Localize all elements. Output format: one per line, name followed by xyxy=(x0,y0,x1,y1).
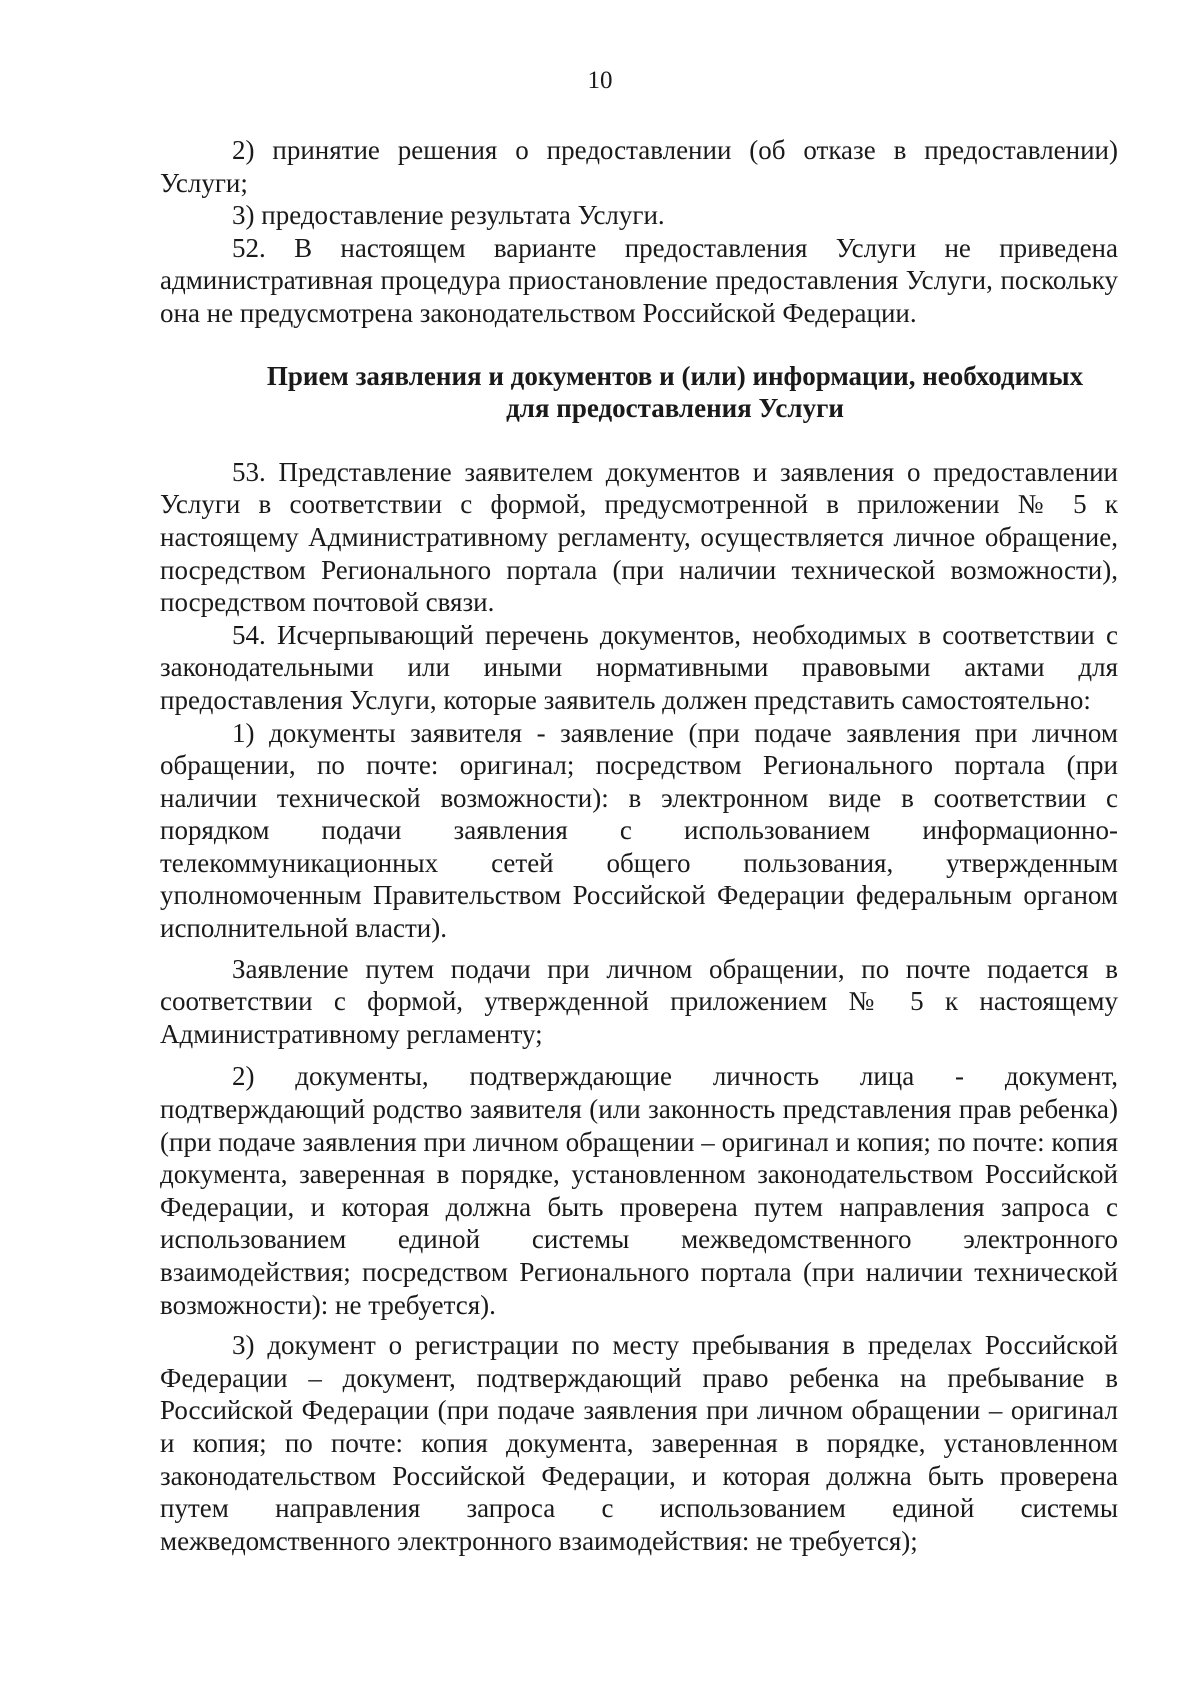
section-heading xyxy=(160,360,1118,425)
paragraph-54-item-2: 2) документы, подтверждающие личность лица - документ, подтверждающий родство заявителя (или законность представления прав ребенка) (при подаче заявления при личном обращении – оригинал и копия; по почте: копия документа, заверенная в порядке, установленном законодательством Российской Федерации, и которая должна быть проверена путем направления запроса с использованием единой системы межведомственного электронного взаимодействия; посредством Регионального портала (при наличии технической возможности): не требуется). xyxy=(160,1061,1118,1320)
paragraph-application-note: Заявление путем подачи при личном обращении, по почте подается в соответствии с формой, утвержденной приложением № 5 к настоящему Административному регламенту; xyxy=(160,953,1118,1049)
paragraph-52: 52. В настоящем варианте предоставления Услуги не приведена административная процедура приостановление предоставления Услуги, поскольку она не предусмотрена законодательством Российской Федерации. xyxy=(160,232,1118,328)
section-heading-line-2: для предоставления Услуги xyxy=(506,393,844,424)
paragraph-54-item-1: 1) документы заявителя - заявление (при подаче заявления при личном обращении, по почте: оригинал; посредством Регионального портала (при наличии технической возможности): в электронном виде в соответствии с порядком подачи заявления с использованием информационно-телекоммуникационных сетей общего пользования, утвержденным уполномоченным Правительством Российской Федерации федеральным органом исполнительной власти). xyxy=(160,717,1118,944)
section-heading-line-1: Прием заявления и документов и (или) информации, необходимых xyxy=(266,360,1084,391)
document-body xyxy=(160,134,1118,1557)
paragraph-item-2: 2) принятие решения о предоставлении (об отказе в предоставлении) Услуги; xyxy=(160,135,1118,198)
paragraph-item-3: 3) предоставление результата Услуги. xyxy=(232,200,665,231)
page-number: 10 xyxy=(587,67,613,94)
paragraph-54-item-3: 3) документ о регистрации по месту пребывания в пределах Российской Федерации – документ, подтверждающий право ребенка на пребывание в Российской Федерации (при подаче заявления при личном обращении – оригинал и копия; по почте: копия документа, заверенная в порядке, установленном законодательством Российской Федерации, и которая должна быть проверена путем направления запроса с использованием единой системы межведомственного электронного взаимодействия: не требуется); xyxy=(160,1330,1118,1556)
paragraph-54: 54. Исчерпывающий перечень документов, необходимых в соответствии с законодательными или иными нормативными правовыми актами для предоставления Услуги, которые заявитель должен представить самостоятельно: xyxy=(160,619,1118,715)
paragraph-53: 53. Представление заявителем документов и заявления о предоставлении Услуги в соответствии с формой, предусмотренной в приложении № 5 к настоящему Административному регламенту, осуществляется личное обращение, посредством Регионального портала (при наличии технической возможности), посредством почтовой связи. xyxy=(160,456,1118,618)
